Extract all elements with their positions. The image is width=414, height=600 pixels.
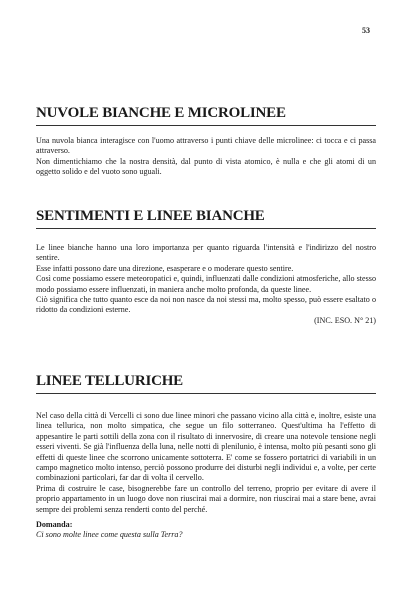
section-nuvole-bianche: [36, 105, 376, 178]
page-number: 53: [362, 26, 370, 35]
question-label: Domanda:: [36, 520, 73, 530]
section-sentimenti: [36, 208, 376, 326]
paragraph: Le linee bianche hanno una loro importanza per quanto riguarda l'intensità e l'indirizzo del nostro sentire. Esse infatti possono dare una direzione, esasperare e o moderare questo sentire. Così come possiamo essere meteoropatici e, quindi, influenzati dalle condizioni atmosferiche, allo stesso modo possiamo essere influenzati, in maniera anche molto profonda, da queste linee. Ciò significa che tutto quanto esce da noi non nasce da noi stessi ma, molto spesso, può essere esaltato o ridotto da condizioni esterne.: [36, 243, 376, 315]
title-rule: [36, 125, 376, 126]
paragraph: Una nuvola bianca interagisce con l'uomo attraverso i punti chiave delle microlinee: ci tocca e ci passa attraverso. Non dimentichiamo che la nostra densità, dal punto di vista atomico, è nulla e che gli atomi di un oggetto solido e del vuoto sono uguali.: [36, 136, 376, 177]
section-title: LINEE TELLURICHE: [36, 373, 183, 389]
section-linee-telluriche: [36, 373, 376, 541]
paragraph: Nel caso della città di Vercelli ci sono due linee minori che passano vicino alla città e, inoltre, esiste una linea tellurica, non molto simpatica, che segue un filo sotterraneo. Quest'ultima ha l'effetto di appesantire le parti sottili della zona con il risultato di innervosire, di creare una notevole tensione negli esseri viventi. Se già l'influenza della luna, nelle notti di plenilunio, è intensa, molto più pesanti sono gli effetti di queste linee che scorrono unicamente sottoterra. E' come se fossero portatrici di variabili in un campo magnetico molto intenso, perciò possono produrre dei disturbi negli individui e, a volte, per certe combinazioni particolari, far dar di volta il cervello. Prima di costruire le case, bisognerebbe fare un controllo del terreno, proprio per evitare di avere il proprio appartamento in un luogo dove non riuscirai mai a dormire, non riuscirai mai a stare bene, avrai sempre dei problemi senza renderti conto del perché.: [36, 411, 376, 514]
reference-note: (INC. ESO. N° 21): [314, 315, 376, 325]
question-text: Ci sono molte linee come questa sulla Terra?: [36, 530, 183, 540]
title-rule: [36, 228, 376, 229]
section-title: NUVOLE BIANCHE E MICROLINEE: [36, 105, 286, 121]
section-title: SENTIMENTI E LINEE BIANCHE: [36, 208, 265, 224]
title-rule: [36, 393, 376, 394]
